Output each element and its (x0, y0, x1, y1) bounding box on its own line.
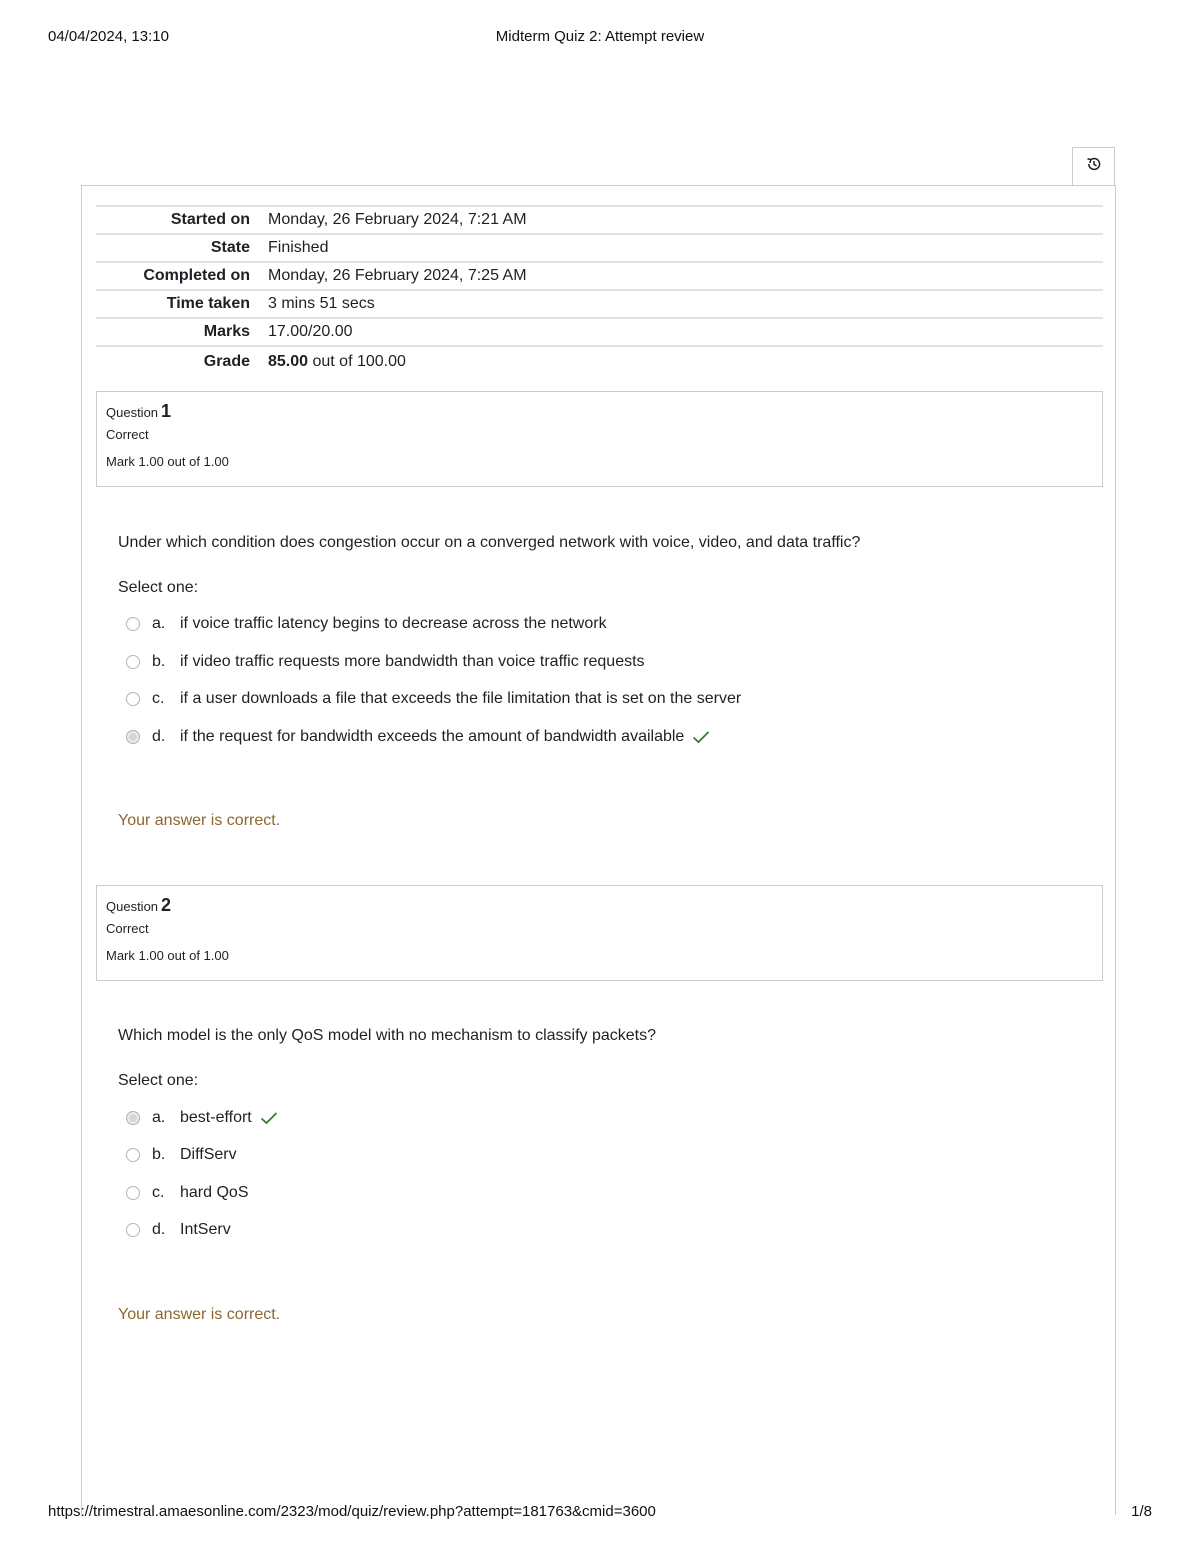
question-label: Question (106, 899, 159, 914)
summary-row-completed (96, 263, 1103, 291)
summary-value (268, 353, 1103, 371)
answer-option[interactable] (126, 688, 741, 710)
question-text: Under which condition does congestion occur on a converged network with voice, video, and data traffic? (118, 534, 861, 551)
answer-feedback: Your answer is correct. (118, 812, 281, 829)
print-datetime: 04/04/2024, 13:10 (48, 28, 169, 45)
summary-label: Time taken (166, 295, 250, 312)
radio-button[interactable] (126, 1223, 140, 1237)
answer-letter: c. (152, 1184, 165, 1201)
summary-label: Started on (170, 211, 250, 228)
answer-option[interactable] (126, 651, 645, 673)
answer-option-selected[interactable] (126, 726, 710, 748)
answer-letter: b. (152, 1146, 166, 1163)
radio-button[interactable] (126, 692, 140, 706)
answer-option[interactable] (126, 1182, 248, 1204)
summary-row-time-taken (96, 291, 1103, 319)
print-footer (48, 1503, 1152, 1523)
radio-button[interactable] (126, 1186, 140, 1200)
summary-value: Finished (268, 239, 329, 256)
print-page-number: 1/8 (1131, 1503, 1152, 1520)
answer-letter: a. (152, 1109, 166, 1126)
answer-option[interactable] (126, 613, 607, 635)
answer-text: if a user downloads a file that exceeds the file limitation that is set on the server (180, 690, 742, 707)
answer-text: best-effort (180, 1109, 252, 1126)
answer-text: if the request for bandwidth exceeds the amount of bandwidth available (180, 728, 685, 745)
question-info-2 (96, 885, 1103, 981)
radio-button-checked[interactable] (126, 730, 140, 744)
history-button[interactable] (1072, 147, 1115, 185)
radio-button[interactable] (126, 655, 140, 669)
summary-value: 17.00/20.00 (268, 323, 353, 340)
summary-value: Monday, 26 February 2024, 7:21 AM (268, 211, 527, 228)
summary-label: State (210, 239, 250, 256)
print-title: Midterm Quiz 2: Attempt review (495, 28, 705, 45)
question-grade: Mark 1.00 out of 1.00 (106, 948, 229, 963)
answer-letter: d. (152, 728, 166, 745)
answer-letter: d. (152, 1221, 166, 1238)
summary-row-marks (96, 319, 1103, 347)
question-number: 2 (161, 895, 172, 915)
summary-label: Marks (203, 323, 250, 340)
answer-letter: c. (152, 690, 165, 707)
summary-row-state (96, 235, 1103, 263)
radio-button-checked[interactable] (126, 1111, 140, 1125)
answer-text: if video traffic requests more bandwidth than voice traffic requests (180, 653, 645, 670)
answer-text: if voice traffic latency begins to decrease across the network (180, 615, 607, 632)
summary-value: 3 mins 51 secs (268, 295, 375, 312)
summary-row-started (96, 207, 1103, 235)
question-number: 1 (161, 401, 172, 421)
history-icon (1085, 155, 1103, 178)
select-one-prompt: Select one: (118, 1072, 199, 1089)
answer-option-selected[interactable] (126, 1107, 278, 1129)
answer-letter: a. (152, 615, 166, 632)
question-text: Which model is the only QoS model with no mechanism to classify packets? (118, 1027, 657, 1044)
correct-check-icon (692, 730, 710, 744)
attempt-summary-table (96, 205, 1103, 377)
answer-letter: b. (152, 653, 166, 670)
answer-option[interactable] (126, 1144, 237, 1166)
answer-option[interactable] (126, 1219, 231, 1241)
select-one-prompt: Select one: (118, 579, 199, 596)
question-label: Question (106, 405, 159, 420)
question-info-1 (96, 391, 1103, 487)
summary-value: Monday, 26 February 2024, 7:25 AM (268, 267, 527, 284)
radio-button[interactable] (126, 617, 140, 631)
answer-text: DiffServ (180, 1146, 237, 1163)
summary-row-grade (96, 347, 1103, 377)
grade-out-of: out of 100.00 (308, 353, 406, 370)
summary-label: Completed on (143, 267, 250, 284)
print-url: https://trimestral.amaesonline.com/2323/mod/quiz/review.php?attempt=181763&cmid=3600 (48, 1503, 656, 1520)
answer-text: IntServ (180, 1221, 231, 1238)
summary-label: Grade (203, 353, 250, 370)
question-state: Correct (106, 921, 149, 936)
answer-text: hard QoS (180, 1184, 249, 1201)
question-state: Correct (106, 427, 149, 442)
grade-value: 85.00 (268, 353, 309, 370)
print-header (48, 28, 1152, 48)
answer-feedback: Your answer is correct. (118, 1306, 281, 1323)
question-grade: Mark 1.00 out of 1.00 (106, 454, 229, 469)
correct-check-icon (260, 1111, 278, 1125)
radio-button[interactable] (126, 1148, 140, 1162)
